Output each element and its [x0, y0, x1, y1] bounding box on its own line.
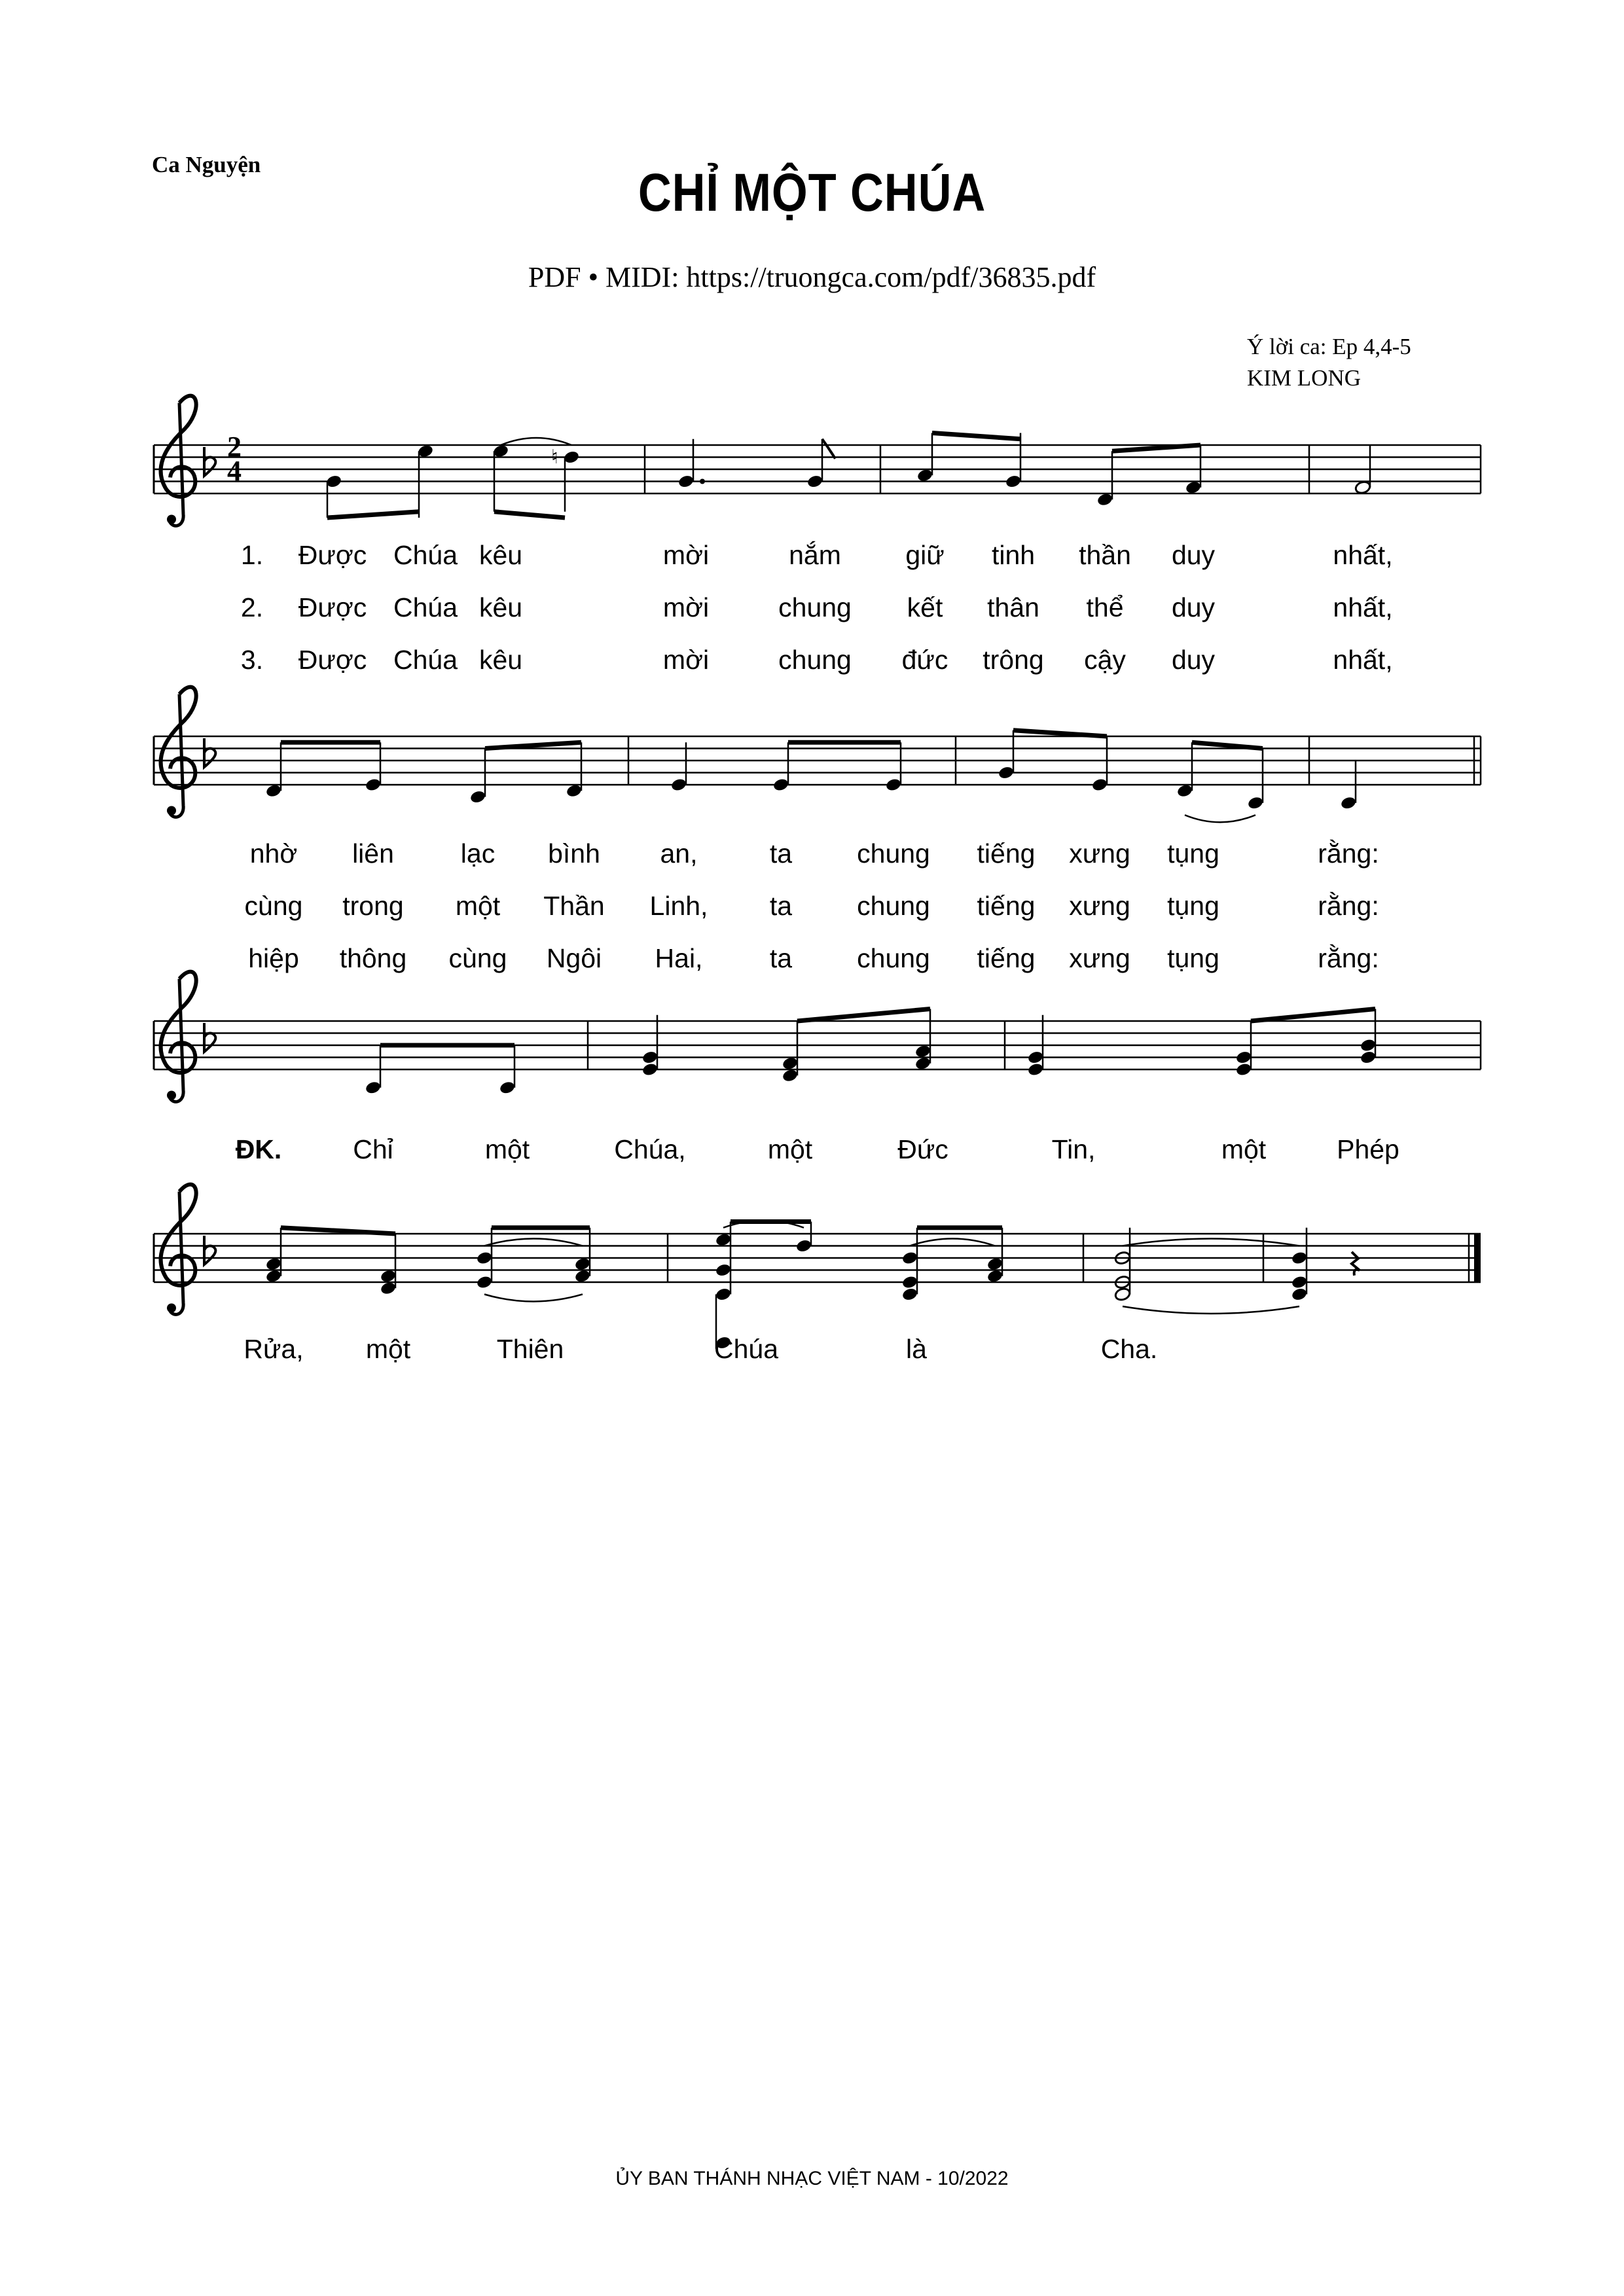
verse-1-syllable: kêu: [478, 540, 523, 570]
verse-3-syllable: kêu: [478, 645, 523, 675]
refrain-syllable: một: [484, 1134, 530, 1164]
note-head: [1247, 795, 1264, 810]
tie: [501, 438, 571, 445]
dot: [700, 479, 705, 484]
note-head: [499, 1080, 516, 1095]
refrain-label: ĐK.: [235, 1134, 282, 1164]
note-head: [715, 1263, 732, 1278]
beam: [281, 1228, 395, 1234]
note-head: [806, 474, 823, 489]
verse-3-syllable: mời: [662, 645, 710, 675]
verse-3-continued-syllable: tụng: [1167, 943, 1219, 973]
beam: [494, 512, 565, 518]
refrain-syllable: Chúa,: [614, 1134, 686, 1164]
verse-1-continued-syllable: tụng: [1167, 838, 1219, 869]
verse-3-syllable: Được: [298, 645, 367, 675]
refrain-syllable: Chỉ: [353, 1134, 393, 1164]
verse-2-syllable: duy: [1171, 592, 1216, 622]
category-label: Ca Nguyện: [152, 152, 261, 177]
verse-1-syllable: giữ: [905, 540, 945, 570]
note-head: [1291, 1275, 1308, 1290]
composer-name: KIM LONG: [1247, 365, 1362, 391]
flag: [822, 439, 835, 459]
tie: [910, 1239, 995, 1246]
verse-2-syllable: Được: [298, 592, 367, 622]
verse-3-syllable: chung: [778, 645, 852, 675]
tie: [1185, 815, 1255, 822]
note-head: [1185, 480, 1202, 495]
note-head: [901, 1275, 918, 1290]
verse-1-syllable: 1.: [240, 540, 264, 570]
verse-2-continued-syllable: trong: [342, 891, 404, 921]
note-head: [1354, 480, 1371, 495]
note-head: [795, 1238, 812, 1253]
verse-1-continued-syllable: ta: [769, 838, 793, 869]
verse-1-syllable: mời: [662, 540, 710, 570]
beam: [1112, 445, 1200, 451]
lyrics-layer: [236, 540, 1399, 1364]
note-head: [914, 1044, 931, 1059]
note-head: [365, 1080, 382, 1095]
note-head: [782, 1068, 799, 1083]
note-head: [476, 1251, 493, 1266]
song-title: CHỈ MỘT CHÚA: [638, 163, 986, 223]
verse-3-continued-syllable: hiệp: [248, 943, 299, 973]
verse-1-syllable: duy: [1171, 540, 1216, 570]
treble-clef: [161, 1185, 196, 1315]
verse-3-continued-syllable: chung: [857, 943, 930, 973]
staff-system-4: [154, 1185, 1481, 1315]
note-head: [641, 1050, 659, 1065]
note-head: [715, 1232, 732, 1247]
note-head: [265, 783, 282, 798]
final-barline-thick: [1474, 1234, 1481, 1282]
note-head: [1291, 1251, 1308, 1266]
treble-clef: [161, 972, 196, 1102]
refrain-syllable: Rửa,: [244, 1334, 304, 1364]
note-head: [1005, 474, 1022, 489]
verse-1-continued-syllable: xưng: [1069, 838, 1130, 869]
staff-system-3: [154, 972, 1481, 1102]
note-head: [1340, 795, 1357, 810]
staff-system-1: [154, 396, 1481, 526]
verse-2-syllable: mời: [662, 592, 710, 622]
verse-2-continued-syllable: rằng:: [1318, 891, 1379, 921]
verse-3-syllable: 3.: [240, 645, 264, 675]
refrain-syllable: một: [1221, 1134, 1267, 1164]
note-head: [1027, 1062, 1044, 1077]
verse-3-continued-syllable: Ngôi: [546, 943, 602, 973]
refrain-syllable: một: [365, 1334, 411, 1364]
key-signature-flat: [204, 1023, 215, 1052]
refrain-syllable: Cha.: [1100, 1334, 1158, 1364]
refrain-syllable: Tin,: [1051, 1134, 1096, 1164]
note-head: [1114, 1287, 1131, 1302]
beam: [932, 433, 1020, 439]
verse-2-syllable: nhất,: [1333, 592, 1393, 622]
note-head: [641, 1062, 659, 1077]
note-head: [914, 1056, 931, 1071]
verse-2-continued-syllable: tụng: [1167, 891, 1219, 921]
natural-sign: ♮: [551, 445, 558, 469]
verse-2-syllable: Chúa: [393, 592, 458, 622]
beam: [1192, 742, 1263, 748]
note-head: [715, 1287, 732, 1302]
verse-2-syllable: 2.: [240, 592, 264, 622]
verse-2-continued-syllable: chung: [857, 891, 930, 921]
refrain-syllable: Chúa: [713, 1334, 779, 1364]
quarter-rest: [1352, 1252, 1360, 1276]
verse-3-continued-syllable: rằng:: [1318, 943, 1379, 973]
note-head: [677, 474, 695, 489]
verse-2-syllable: thể: [1086, 592, 1124, 622]
refrain-syllable: Đức: [897, 1134, 948, 1164]
verse-3-syllable: cậy: [1084, 645, 1126, 675]
verse-3-syllable: Chúa: [393, 645, 458, 675]
beam: [1251, 1009, 1375, 1022]
note-head: [670, 778, 687, 793]
verse-3-syllable: duy: [1171, 645, 1216, 675]
verse-1-continued-syllable: nhờ: [249, 838, 298, 869]
time-signature-top: 2: [227, 431, 242, 463]
verse-1-continued-syllable: bình: [548, 838, 600, 869]
verse-1-syllable: Chúa: [393, 540, 458, 570]
verse-2-continued-syllable: một: [455, 891, 501, 921]
verse-2-syllable: chung: [778, 592, 852, 622]
verse-3-syllable: trông: [983, 645, 1044, 675]
verse-2-continued-syllable: tiếng: [977, 891, 1036, 921]
verse-1-syllable: thần: [1079, 540, 1131, 570]
note-head: [772, 778, 789, 793]
download-link[interactable]: PDF • MIDI: https://truongca.com/pdf/36835.pdf: [528, 261, 1096, 293]
refrain-syllable: Thiên: [496, 1334, 564, 1364]
beam: [327, 512, 419, 518]
treble-clef: [161, 396, 196, 526]
footer-text: ỦY BAN THÁNH NHẠC VIỆT NAM - 10/2022: [615, 2168, 1009, 2189]
note-head: [469, 789, 486, 804]
beam: [485, 742, 581, 748]
verse-3-syllable: đức: [901, 645, 948, 675]
note-head: [476, 1275, 493, 1290]
verse-3-continued-syllable: Hai,: [655, 943, 703, 973]
note-head: [986, 1268, 1003, 1283]
tie: [484, 1239, 583, 1246]
treble-clef: [161, 687, 196, 817]
verse-3-continued-syllable: cùng: [448, 943, 507, 973]
verse-1-syllable: nhất,: [1333, 540, 1393, 570]
note-head: [998, 765, 1015, 780]
note-head: [901, 1251, 918, 1266]
beam: [797, 1009, 930, 1022]
note-head: [1235, 1062, 1252, 1077]
note-head: [1096, 492, 1113, 507]
verse-2-continued-syllable: Linh,: [649, 891, 708, 921]
note-head: [901, 1287, 918, 1302]
verse-3-syllable: nhất,: [1333, 645, 1393, 675]
verse-1-continued-syllable: liên: [352, 838, 394, 869]
verse-1-continued-syllable: rằng:: [1318, 838, 1379, 869]
verse-3-continued-syllable: ta: [769, 943, 793, 973]
note-head: [1027, 1050, 1044, 1065]
note-head: [1091, 778, 1108, 793]
verse-1-continued-syllable: an,: [660, 838, 698, 869]
note-head: [1291, 1287, 1308, 1302]
refrain-syllable: Phép: [1337, 1134, 1399, 1164]
verse-1-continued-syllable: lạc: [460, 838, 496, 869]
staff-system-2: [154, 687, 1481, 817]
refrain-syllable: một: [767, 1134, 813, 1164]
verse-2-syllable: kêu: [478, 592, 523, 622]
note-head: [1235, 1050, 1252, 1065]
verse-2-continued-syllable: xưng: [1069, 891, 1130, 921]
tie: [1123, 1306, 1299, 1314]
verse-2-syllable: thân: [987, 592, 1039, 622]
verse-3-continued-syllable: thông: [339, 943, 407, 973]
verse-1-syllable: Được: [298, 540, 367, 570]
verse-1-syllable: tinh: [991, 540, 1036, 570]
note-head: [365, 778, 382, 793]
note-head: [380, 1281, 397, 1296]
note-head: [1176, 783, 1193, 798]
tie: [484, 1295, 583, 1302]
key-signature-flat: [204, 447, 215, 476]
note-head: [782, 1056, 799, 1071]
note-head: [265, 1257, 282, 1272]
beam: [1013, 730, 1107, 736]
verse-2-continued-syllable: cùng: [244, 891, 303, 921]
verse-1-continued-syllable: chung: [857, 838, 930, 869]
time-signature-bottom: 4: [227, 455, 242, 487]
key-signature-flat: [204, 738, 215, 767]
note-head: [1360, 1038, 1377, 1053]
key-signature-flat: [204, 1236, 215, 1265]
refrain-syllable: là: [906, 1334, 927, 1364]
lyrics-source: Ý lời ca: Ep 4,4-5: [1247, 334, 1411, 359]
note-head: [380, 1268, 397, 1283]
note-head: [1360, 1050, 1377, 1065]
note-head: [566, 783, 583, 798]
note-head: [574, 1268, 591, 1283]
note-head: [916, 468, 933, 483]
verse-3-continued-syllable: tiếng: [977, 943, 1036, 973]
tie: [1123, 1239, 1299, 1246]
verse-1-syllable: nắm: [789, 540, 841, 570]
verse-3-continued-syllable: xưng: [1069, 943, 1130, 973]
verse-2-continued-syllable: Thần: [543, 891, 605, 921]
note-head: [986, 1257, 1003, 1272]
verse-1-continued-syllable: tiếng: [977, 838, 1036, 869]
verse-2-syllable: kết: [907, 592, 943, 622]
note-head: [885, 778, 902, 793]
note-head: [574, 1257, 591, 1272]
note-head: [265, 1268, 282, 1283]
verse-2-continued-syllable: ta: [769, 891, 793, 921]
